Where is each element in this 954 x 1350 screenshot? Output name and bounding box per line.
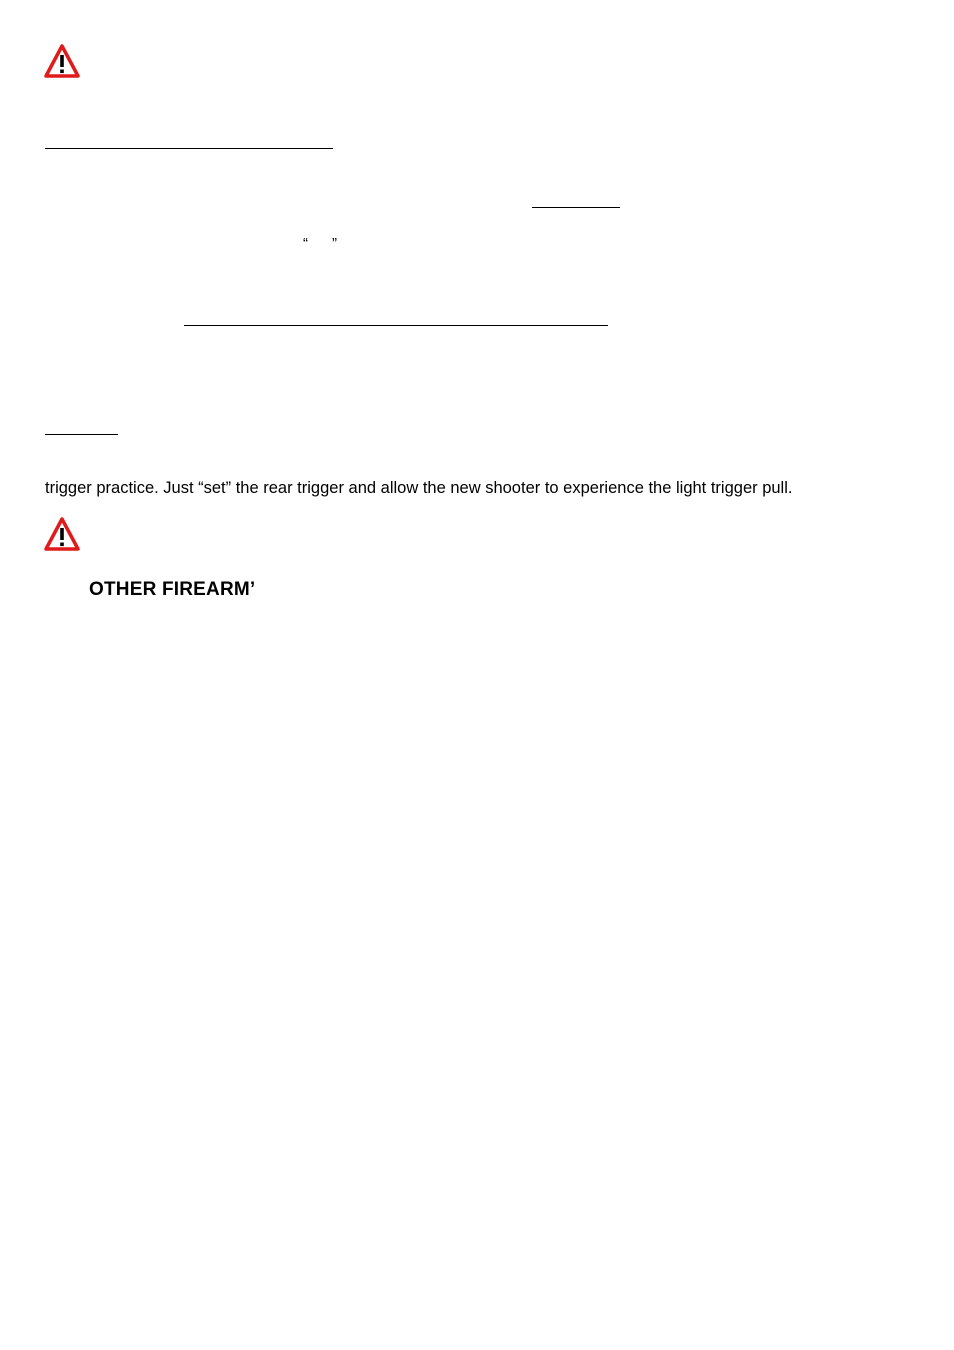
warning-triangle-icon [44, 44, 80, 78]
word-underline [532, 207, 620, 208]
close-quote-mark: ” [332, 235, 337, 252]
body-text-line: trigger practice. Just “set” the rear trigger and allow the new shooter to experience the light trigger pull. [45, 479, 793, 497]
section-heading-underline [45, 148, 333, 149]
subheading-underline [45, 434, 118, 435]
open-quote-mark: “ [303, 235, 308, 252]
warning-triangle-icon [44, 517, 80, 551]
warning-triangle-icon-svg [44, 44, 80, 78]
phrase-underline [184, 325, 608, 326]
warning-triangle-icon-svg [44, 517, 80, 551]
warning-heading: OTHER FIREARM’ [89, 579, 256, 600]
